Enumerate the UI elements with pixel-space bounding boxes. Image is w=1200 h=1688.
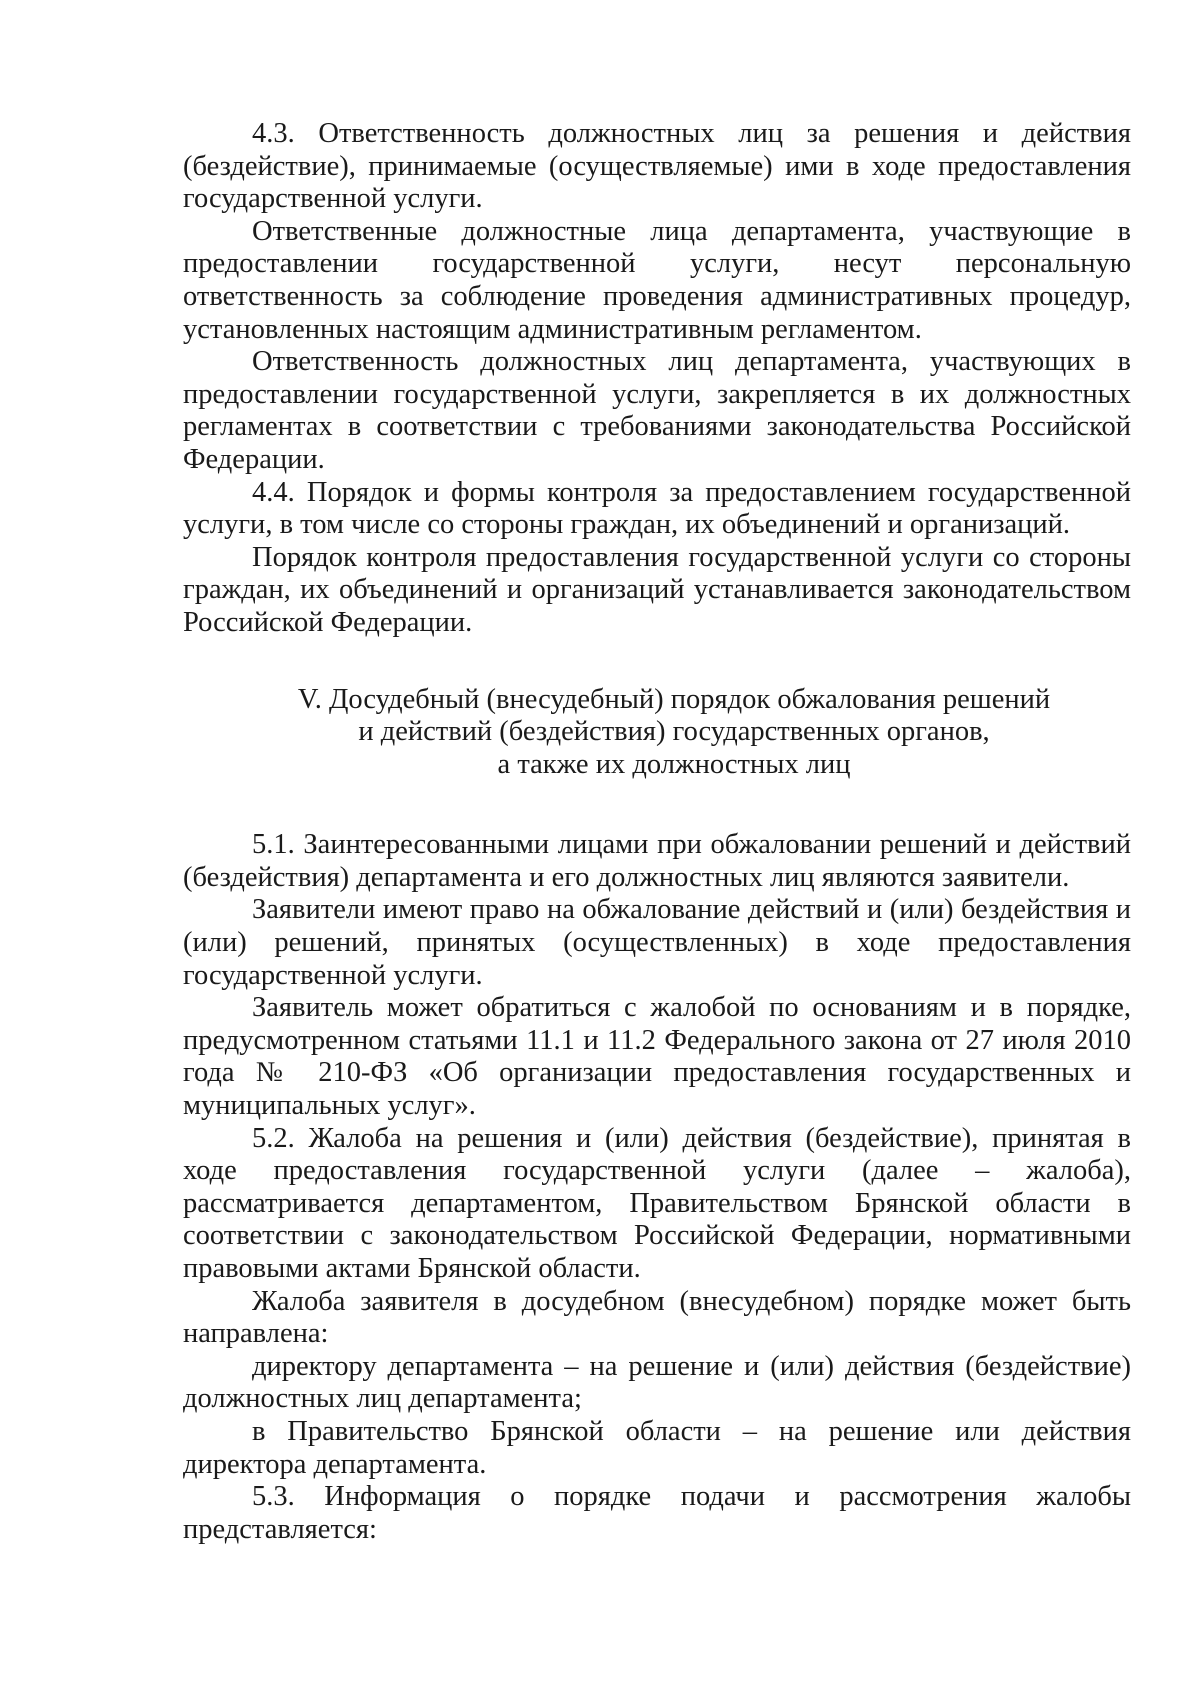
- paragraph-4-4: 4.4. Порядок и формы контроля за предоставлением государственной услуги, в том числе со стороны граждан, их объединений и организаций.: [183, 476, 1131, 541]
- paragraph-officials-responsibility: Ответственность должностных лиц департамента, участвующих в предоставлении государственной услуги, закрепляется в их должностных регламентах в соответствии с требованиями законодательства Российской Федерации.: [183, 346, 1131, 475]
- document-page: [183, 118, 1131, 1546]
- section-5-body: [183, 829, 1131, 1546]
- spacer: [183, 640, 1131, 684]
- paragraph-to-government: в Правительство Брянской области – на решение или действия директора департамента.: [183, 1415, 1131, 1480]
- paragraph-to-director: директору департамента – на решение и (или) действия (бездействие) должностных лиц департамента;: [183, 1350, 1131, 1415]
- paragraph-complaint-grounds: Заявитель может обратиться с жалобой по основаниям и в порядке, предусмотренном статьями 11.1 и 11.2 Федерального закона от 27 июля 2010 года № 210-ФЗ «Об организации предоставления государственных и муниципальных услуг».: [183, 992, 1131, 1122]
- section-5-heading: [183, 684, 1131, 782]
- heading-line-2: и действий (бездействия) государственных органов,: [358, 716, 990, 748]
- paragraph-responsible-officials: Ответственные должностные лица департамента, участвующие в предоставлении государственной услуги, несут персональную ответственность за соблюдение проведения административных процедур, установленных настоящим административным регламентом.: [183, 215, 1131, 345]
- paragraph-5-2: 5.2. Жалоба на решения и (или) действия (бездействие), принятая в ходе предоставления государственной услуги (далее – жалоба), рассматривается департаментом, Правительством Брянской области в соответствии с законодательством Российской Федерации, нормативными правовыми актами Брянской области.: [183, 1122, 1131, 1284]
- paragraph-control-procedure: Порядок контроля предоставления государственной услуги со стороны граждан, их объединений и организаций устанавливается законодательством Российской Федерации.: [183, 541, 1131, 638]
- section-4-body: [183, 118, 1131, 640]
- paragraph-4-3: 4.3. Ответственность должностных лиц за решения и действия (бездействие), принимаемые (осуществляемые) ими в ходе предоставления государственной услуги.: [183, 118, 1131, 215]
- spacer: [183, 781, 1131, 829]
- paragraph-applicants-rights: Заявители имеют право на обжалование действий и (или) бездействия и (или) решений, принятых (осуществленных) в ходе предоставления государственной услуги.: [183, 894, 1131, 991]
- paragraph-complaint-direction: Жалоба заявителя в досудебном (внесудебном) порядке может быть направлена:: [183, 1285, 1131, 1350]
- heading-line-1: V. Досудебный (внесудебный) порядок обжалования решений: [297, 683, 1051, 715]
- paragraph-5-1: 5.1. Заинтересованными лицами при обжаловании решений и действий (бездействия) департамента и его должностных лиц являются заявители.: [183, 829, 1131, 893]
- paragraph-5-3: 5.3. Информация о порядке подачи и рассмотрения жалобы представляется:: [183, 1481, 1131, 1545]
- heading-line-3: а также их должностных лиц: [497, 748, 851, 780]
